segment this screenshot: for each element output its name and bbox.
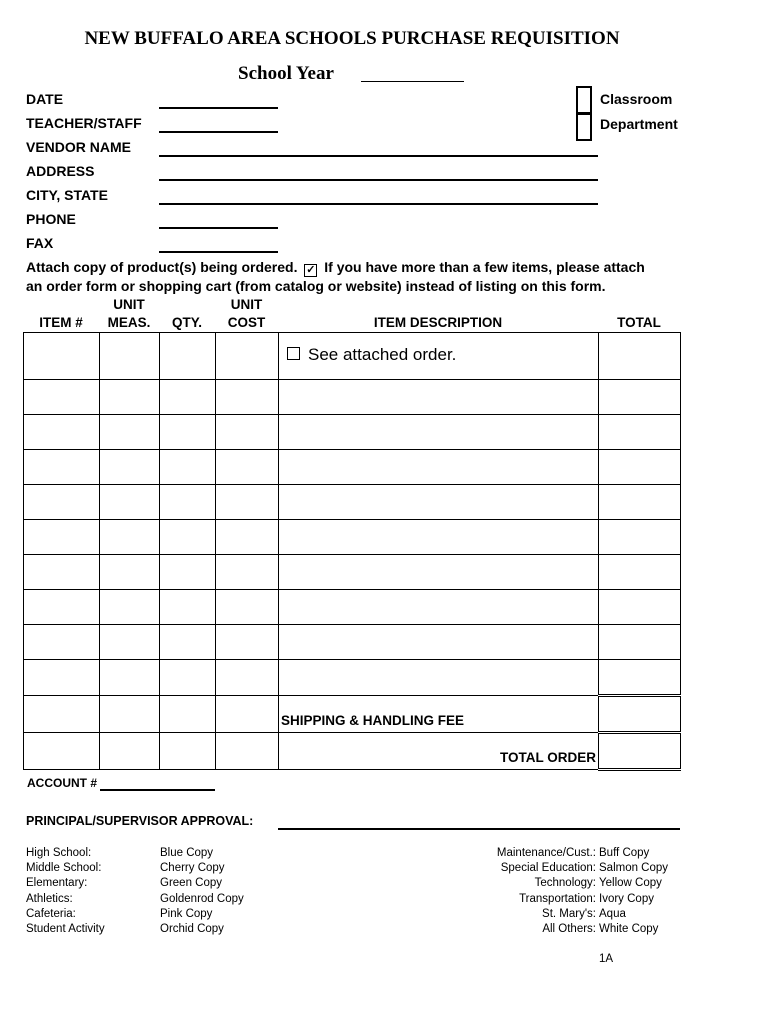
col-header-unit-meas-1: UNIT [113, 297, 145, 312]
col-header-total: TOTAL [617, 315, 661, 330]
unit-cost-cell[interactable] [216, 555, 279, 590]
total-order-label: TOTAL ORDER [499, 750, 596, 765]
copy-color: Pink Copy [160, 907, 213, 920]
copy-dept: Special Education: [500, 862, 596, 875]
account-field[interactable] [100, 789, 215, 791]
page-number: 1A [599, 953, 614, 965]
copy-color: Blue Copy [160, 847, 214, 859]
total-cell[interactable] [599, 660, 681, 696]
total-cell[interactable] [599, 415, 681, 450]
table-row [24, 380, 681, 415]
unit-cost-cell[interactable] [216, 380, 279, 415]
unit-cost-cell[interactable] [216, 625, 279, 660]
table-row [24, 520, 681, 555]
teacher-staff-label: TEACHER/STAFF [26, 115, 142, 131]
unit-meas-cell[interactable] [100, 590, 160, 625]
total-cell[interactable] [599, 333, 681, 380]
shipping-label: SHIPPING & HANDLING FEE [281, 713, 465, 728]
unit-meas-cell[interactable] [100, 333, 160, 380]
description-cell[interactable] [279, 415, 599, 450]
table-row [24, 333, 681, 380]
unit-cost-cell[interactable] [216, 333, 279, 380]
phone-field[interactable] [159, 227, 278, 229]
attach-note-part1: Attach copy of product(s) being ordered. [26, 259, 298, 275]
description-cell[interactable] [279, 625, 599, 660]
total-order-cell[interactable] [599, 733, 681, 770]
copy-color: Yellow Copy [599, 877, 662, 890]
unit-meas-cell[interactable] [100, 450, 160, 485]
address-label: ADDRESS [26, 163, 95, 179]
copy-color: Ivory Copy [599, 892, 654, 905]
unit-meas-cell[interactable] [100, 380, 160, 415]
table-row [24, 415, 681, 450]
unit-meas-cell[interactable] [100, 733, 160, 770]
col-header-unit-cost-1: UNIT [230, 297, 263, 312]
copy-dept: St. Mary's: [542, 907, 596, 920]
qty-cell[interactable] [160, 520, 216, 555]
total-cell[interactable] [599, 590, 681, 625]
copy-dept: Student Activity [26, 923, 105, 936]
unit-meas-cell[interactable] [100, 415, 160, 450]
copy-dept: Transportation: [519, 892, 596, 905]
phone-label: PHONE [26, 211, 76, 227]
description-cell[interactable] [279, 520, 599, 555]
total-order-row [24, 733, 681, 770]
copy-color: Aqua [599, 907, 626, 920]
copy-dept: Athletics: [26, 892, 73, 905]
items-table [23, 332, 681, 771]
total-cell[interactable] [599, 520, 681, 555]
col-header-unit-meas-2: MEAS. [107, 315, 151, 330]
attach-note-line2: an order form or shopping cart (from catalog or website) instead of listing on this form. [26, 278, 606, 294]
item-cell[interactable] [24, 696, 100, 733]
table-row [24, 485, 681, 520]
page-title: NEW BUFFALO AREA SCHOOLS PURCHASE REQUISITION [84, 28, 620, 49]
classroom-label: Classroom [600, 91, 673, 107]
copy-color: Green Copy [160, 877, 223, 890]
qty-cell[interactable] [160, 415, 216, 450]
unit-meas-cell[interactable] [100, 520, 160, 555]
unit-meas-cell[interactable] [100, 485, 160, 520]
shipping-label-cell [279, 696, 599, 733]
copy-color: Goldenrod Copy [160, 892, 244, 905]
col-header-qty: QTY. [171, 315, 202, 330]
copy-color: Orchid Copy [160, 923, 224, 936]
unit-cost-cell[interactable] [216, 590, 279, 625]
unchecked-box-icon[interactable] [287, 347, 300, 360]
attach-note-part2: If you have more than a few items, please attach [324, 259, 645, 275]
vendor-name-field[interactable] [159, 155, 598, 157]
description-cell[interactable] [279, 660, 599, 696]
qty-cell[interactable] [160, 380, 216, 415]
unit-meas-cell[interactable] [100, 660, 160, 696]
total-cell[interactable] [599, 555, 681, 590]
unit-cost-cell[interactable] [216, 520, 279, 555]
copy-color: Cherry Copy [160, 862, 225, 875]
item-cell[interactable] [24, 660, 100, 696]
table-row [24, 450, 681, 485]
unit-cost-cell[interactable] [216, 415, 279, 450]
approval-signature-field[interactable] [278, 828, 680, 830]
item-cell[interactable] [24, 590, 100, 625]
unit-cost-cell[interactable] [216, 733, 279, 770]
col-header-unit-cost-2: COST [227, 315, 266, 330]
department-checkbox[interactable] [576, 113, 592, 141]
school-year-label: School Year [238, 63, 334, 84]
item-cell[interactable] [24, 333, 100, 380]
qty-cell[interactable] [160, 696, 216, 733]
qty-cell[interactable] [160, 333, 216, 380]
qty-cell[interactable] [160, 733, 216, 770]
copy-dept: Middle School: [26, 862, 102, 875]
copy-dept: Maintenance/Cust.: [496, 847, 596, 859]
account-label: ACCOUNT # [27, 776, 98, 790]
qty-cell[interactable] [160, 660, 216, 696]
item-cell[interactable] [24, 485, 100, 520]
copy-dept: Cafeteria: [26, 907, 76, 920]
copy-dept: Technology: [534, 877, 596, 890]
copy-color: Salmon Copy [599, 862, 669, 875]
shipping-row [24, 696, 681, 733]
description-cell[interactable] [279, 333, 599, 380]
city-state-label: CITY, STATE [26, 187, 108, 203]
item-cell[interactable] [24, 520, 100, 555]
checked-box-icon: ✓ [306, 264, 316, 276]
copies-right-colors [599, 846, 668, 937]
unit-cost-cell[interactable] [216, 660, 279, 696]
classroom-checkbox[interactable] [576, 86, 592, 114]
table-row [24, 555, 681, 590]
qty-cell[interactable] [160, 555, 216, 590]
total-order-label-cell [279, 733, 599, 770]
school-year-field[interactable] [361, 81, 464, 82]
copy-color: White Copy [599, 923, 659, 936]
unit-meas-cell[interactable] [100, 555, 160, 590]
shipping-fee-cell[interactable] [599, 696, 681, 733]
total-cell[interactable] [599, 485, 681, 520]
unit-cost-cell[interactable] [216, 450, 279, 485]
copy-dept: All Others: [542, 923, 596, 936]
col-header-description: ITEM DESCRIPTION [373, 315, 503, 330]
copies-left-colors [160, 846, 244, 937]
description-cell[interactable] [279, 555, 599, 590]
date-field[interactable] [159, 107, 278, 109]
copy-dept: Elementary: [26, 877, 88, 890]
unit-meas-cell[interactable] [100, 696, 160, 733]
fax-label: FAX [26, 235, 54, 251]
total-cell[interactable] [599, 450, 681, 485]
total-cell[interactable] [599, 625, 681, 660]
qty-cell[interactable] [160, 450, 216, 485]
item-cell[interactable] [24, 555, 100, 590]
qty-cell[interactable] [160, 625, 216, 660]
unit-cost-cell[interactable] [216, 696, 279, 733]
date-label: DATE [26, 91, 64, 107]
table-row [24, 590, 681, 625]
item-cell[interactable] [24, 625, 100, 660]
department-label: Department [600, 116, 678, 132]
qty-cell[interactable] [160, 485, 216, 520]
copy-dept: High School: [26, 847, 92, 859]
col-header-item: ITEM # [39, 315, 83, 330]
description-cell[interactable] [279, 450, 599, 485]
unit-meas-cell[interactable] [100, 625, 160, 660]
city-state-field[interactable] [159, 203, 598, 205]
fax-field[interactable] [159, 251, 278, 253]
copies-right-depts [440, 846, 596, 937]
table-row [24, 660, 681, 696]
description-cell[interactable] [279, 590, 599, 625]
item-cell[interactable] [24, 380, 100, 415]
address-field[interactable] [159, 179, 598, 181]
qty-cell[interactable] [160, 590, 216, 625]
see-attached-option[interactable] [287, 345, 456, 364]
copies-left-depts [26, 846, 105, 937]
table-row [24, 625, 681, 660]
see-attached-label: See attached order. [308, 345, 457, 364]
attach-note-line1 [26, 259, 645, 276]
approval-label: PRINCIPAL/SUPERVISOR APPROVAL: [26, 814, 254, 828]
copy-color: Buff Copy [599, 847, 650, 859]
unit-cost-cell[interactable] [216, 485, 279, 520]
total-cell[interactable] [599, 380, 681, 415]
description-cell[interactable] [279, 380, 599, 415]
vendor-name-label: VENDOR NAME [26, 139, 132, 155]
description-cell[interactable] [279, 485, 599, 520]
teacher-staff-field[interactable] [159, 131, 278, 133]
item-cell[interactable] [24, 733, 100, 770]
item-cell[interactable] [24, 415, 100, 450]
item-cell[interactable] [24, 450, 100, 485]
